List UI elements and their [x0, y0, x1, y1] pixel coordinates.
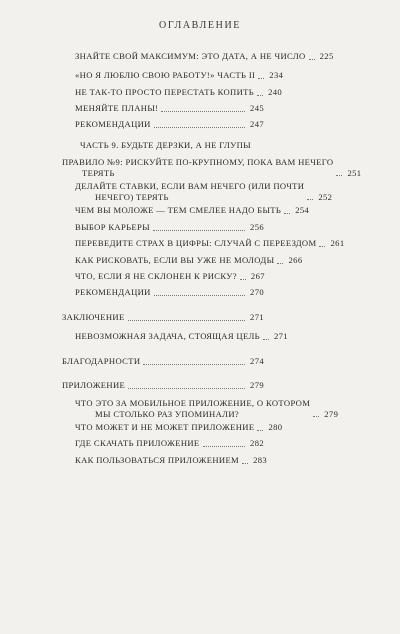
- toc-entry-page: 251: [347, 167, 362, 178]
- toc-entry-text: МЕНЯЙТЕ ПЛАНЫ!: [75, 103, 159, 113]
- toc-entry[interactable]: [75, 70, 284, 81]
- toc-entry-page: 245: [250, 103, 264, 113]
- toc-entry-page: 261: [330, 238, 345, 248]
- toc-entry-text: КАК РИСКОВАТЬ, ЕСЛИ ВЫ УЖЕ НЕ МОЛОДЫ: [75, 255, 275, 265]
- toc-entry-text: ДЕЛАЙТЕ СТАВКИ, ЕСЛИ ВАМ НЕЧЕГО (ИЛИ ПОЧТИ НЕЧЕГО) ТЕРЯТЬ: [75, 181, 305, 202]
- toc-entry[interactable]: [75, 181, 333, 202]
- dot-leader: [257, 430, 263, 431]
- dot-leader: [277, 263, 283, 264]
- dot-leader: [284, 213, 290, 214]
- toc-entry-text: ПЕРЕВЕДИТЕ СТРАХ В ЦИФРЫ: СЛУЧАЙ С ПЕРЕЕЗДОМ: [75, 238, 317, 248]
- toc-entry[interactable]: [75, 222, 264, 233]
- toc-entry-page: 254: [295, 205, 310, 215]
- toc-entry-page: 247: [250, 119, 264, 129]
- toc-entry[interactable]: [62, 356, 264, 367]
- dot-leader: [153, 230, 245, 231]
- toc-entry-text: ПРАВИЛО №9: РИСКУЙТЕ ПО-КРУПНОМУ, ПОКА ВАМ НЕЧЕГО ТЕРЯТЬ: [62, 157, 334, 178]
- page-title: ОГЛАВЛЕНИЕ: [159, 20, 241, 31]
- toc-entry-page: 256: [250, 222, 264, 232]
- dot-leader: [128, 388, 245, 389]
- toc-entry[interactable]: [75, 103, 264, 114]
- toc-entry-text: ЧТО ЭТО ЗА МОБИЛЬНОЕ ПРИЛОЖЕНИЕ, О КОТОРОМ МЫ СТОЛЬКО РАЗ УПОМИНАЛИ?: [75, 398, 311, 419]
- toc-entry-text: ЧТО, ЕСЛИ Я НЕ СКЛОНЕН К РИСКУ?: [75, 271, 237, 281]
- dot-leader: [313, 416, 319, 417]
- toc-entry-page: 267: [250, 271, 265, 281]
- dot-leader: [263, 339, 269, 340]
- toc-entry-page: 274: [250, 356, 264, 366]
- dot-leader: [128, 320, 245, 321]
- toc-entry[interactable]: [75, 238, 345, 249]
- dot-leader: [203, 446, 245, 447]
- toc-entry[interactable]: [75, 438, 264, 449]
- part-heading[interactable]: ЧАСТЬ 9. БУДЬТЕ ДЕРЗКИ, А НЕ ГЛУПЫ: [80, 140, 251, 150]
- toc-entry[interactable]: [75, 422, 283, 433]
- toc-entry-page: 279: [250, 380, 264, 390]
- dot-leader: [309, 59, 315, 60]
- toc-entry-text: НЕ ТАК-ТО ПРОСТО ПЕРЕСТАТЬ КОПИТЬ: [75, 87, 255, 97]
- toc-entry[interactable]: [75, 455, 268, 466]
- toc-entry-text: НЕВОЗМОЖНАЯ ЗАДАЧА, СТОЯЩАЯ ЦЕЛЬ: [75, 331, 260, 341]
- dot-leader: [336, 175, 342, 176]
- toc-entry-text: БЛАГОДАРНОСТИ: [62, 356, 141, 366]
- toc-entry-page: 240: [268, 87, 283, 97]
- toc-entry[interactable]: [75, 119, 264, 130]
- toc-entry[interactable]: [62, 312, 264, 323]
- toc-entry-text: ЧЕМ ВЫ МОЛОЖЕ — ТЕМ СМЕЛЕЕ НАДО БЫТЬ: [75, 205, 282, 215]
- toc-entry-text: РЕКОМЕНДАЦИИ: [75, 287, 151, 297]
- dot-leader: [319, 246, 325, 247]
- toc-entry-text: ЗНАЙТЕ СВОЙ МАКСИМУМ: ЭТО ДАТА, А НЕ ЧИСЛО: [75, 51, 306, 61]
- toc-entry[interactable]: [75, 287, 264, 298]
- toc-entry-page: 271: [250, 312, 264, 322]
- toc-entry-page: 234: [269, 70, 284, 80]
- toc-entry-page: 252: [318, 191, 333, 202]
- dot-leader: [242, 463, 248, 464]
- toc-entry-page: 283: [253, 455, 268, 465]
- toc-entry-text: «НО Я ЛЮБЛЮ СВОЮ РАБОТУ!» ЧАСТЬ II: [75, 70, 256, 80]
- toc-entry[interactable]: [75, 87, 283, 98]
- toc-entry-text: ПРИЛОЖЕНИЕ: [62, 380, 126, 390]
- toc-entry-page: 282: [250, 438, 264, 448]
- dot-leader: [240, 279, 246, 280]
- toc-entry-text: ВЫБОР КАРЬЕРЫ: [75, 222, 150, 232]
- toc-entry-text: ЧТО МОЖЕТ И НЕ МОЖЕТ ПРИЛОЖЕНИЕ: [75, 422, 255, 432]
- toc-entry[interactable]: [75, 398, 339, 419]
- toc-entry-page: 279: [324, 408, 339, 419]
- toc-entry[interactable]: [75, 205, 310, 216]
- toc-entry-text: ГДЕ СКАЧАТЬ ПРИЛОЖЕНИЕ: [75, 438, 200, 448]
- toc-entry[interactable]: [62, 380, 264, 391]
- toc-entry-page: 271: [273, 331, 288, 341]
- toc-entry[interactable]: [75, 271, 264, 282]
- dot-leader: [154, 295, 245, 296]
- toc-entry-text: ЗАКЛЮЧЕНИЕ: [62, 312, 125, 322]
- toc-entry-page: 266: [288, 255, 303, 265]
- dot-leader: [154, 127, 245, 128]
- toc-entry-page: 280: [268, 422, 283, 432]
- toc-entry[interactable]: [75, 255, 303, 266]
- toc-entry[interactable]: [75, 331, 288, 342]
- dot-leader: [307, 199, 313, 200]
- dot-leader: [143, 364, 245, 365]
- toc-entry-text: РЕКОМЕНДАЦИИ: [75, 119, 151, 129]
- toc-entry-page: 225: [319, 51, 334, 61]
- toc-entry-page: 270: [250, 287, 264, 297]
- toc-entry[interactable]: [75, 51, 334, 62]
- toc-entry[interactable]: [62, 157, 362, 178]
- dot-leader: [258, 78, 264, 79]
- toc-entry-text: КАК ПОЛЬЗОВАТЬСЯ ПРИЛОЖЕНИЕМ: [75, 455, 240, 465]
- dot-leader: [257, 95, 263, 96]
- dot-leader: [161, 111, 245, 112]
